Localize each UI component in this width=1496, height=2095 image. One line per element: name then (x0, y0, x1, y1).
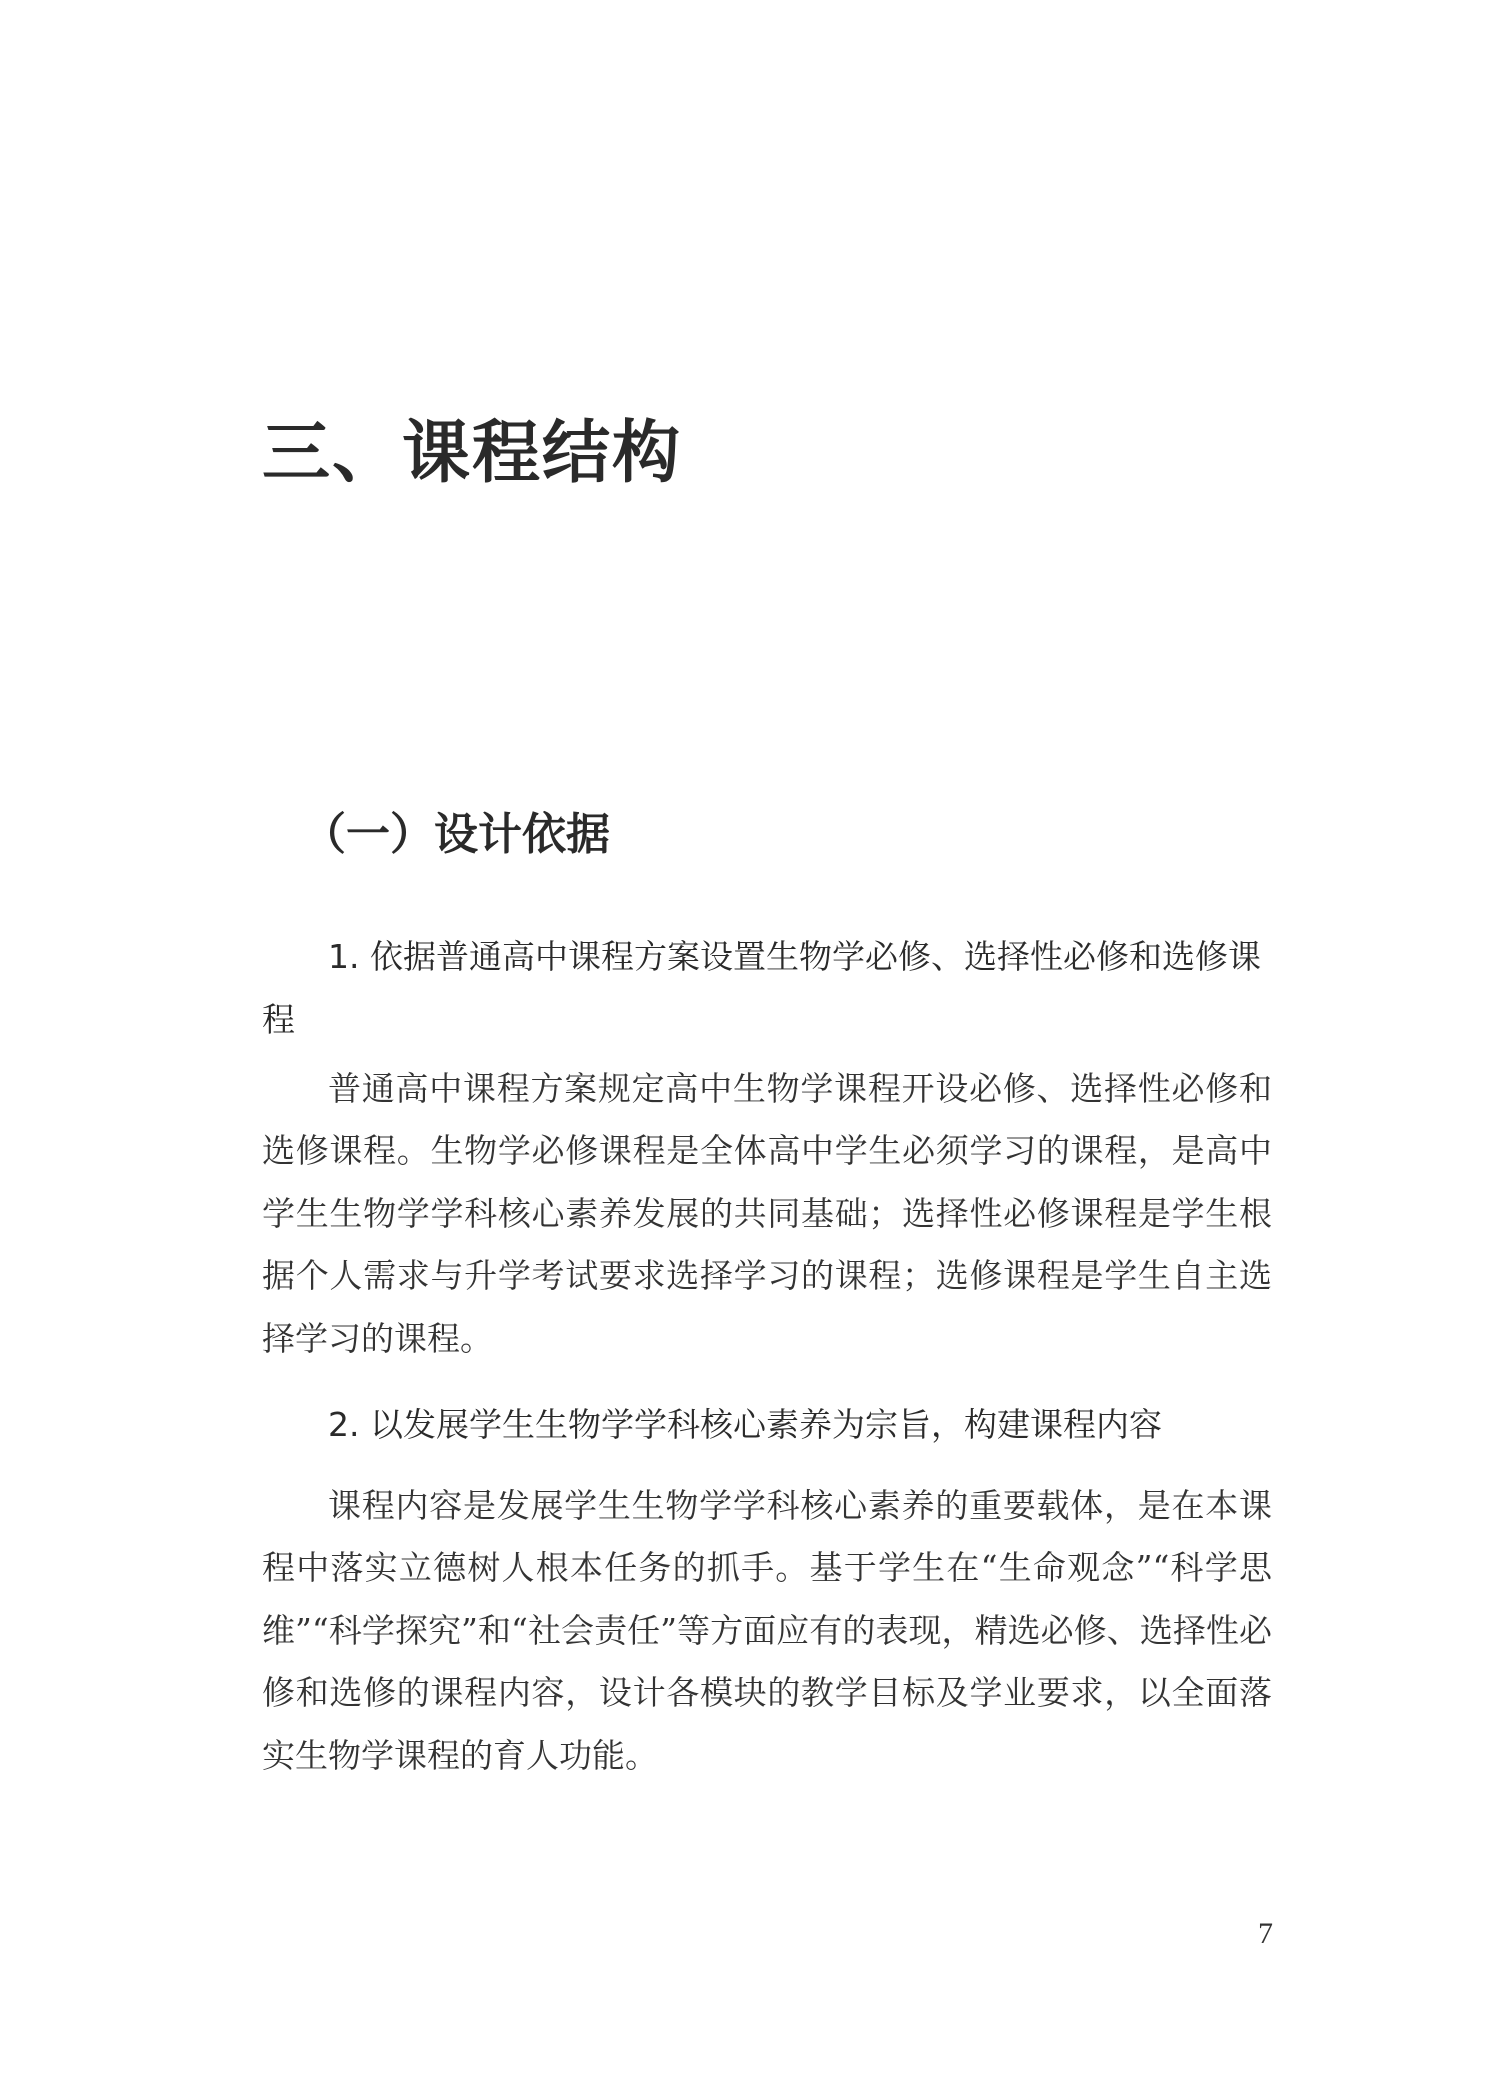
chapter-title: 三、课程结构 (262, 413, 683, 493)
subsection-heading-1: 1. 依据普通高中课程方案设置生物学必修、选择性必修和选修课程 (262, 937, 1261, 1039)
subsection-paragraph-1: 普通高中课程方案规定高中生物学课程开设必修、选择性必修和选修课程。生物学必修课程是全体高中学生必须学习的课程，是高中学生生物学学科核心素养发展的共同基础；选择性必修课程是学生根据个人需求与升学考试要求选择学习的课程；选修课程是学生自主选择学习的课程。 (262, 1069, 1272, 1358)
page-number: 7 (1258, 1917, 1273, 1950)
subsection-paragraph-2: 课程内容是发展学生生物学学科核心素养的重要载体，是在本课程中落实立德树人根本任务的抓手。基于学生在“生命观念”“科学思维”“科学探究”和“社会责任”等方面应有的表现，精选必修、选择性必修和选修的课程内容，设计各模块的教学目标及学业要求，以全面落实生物学课程的育人功能。 (262, 1486, 1272, 1775)
section-title: （一）设计依据 (302, 809, 610, 860)
subsection-heading-2: 2. 以发展学生生物学学科核心素养为宗旨，构建课程内容 (328, 1405, 1162, 1444)
